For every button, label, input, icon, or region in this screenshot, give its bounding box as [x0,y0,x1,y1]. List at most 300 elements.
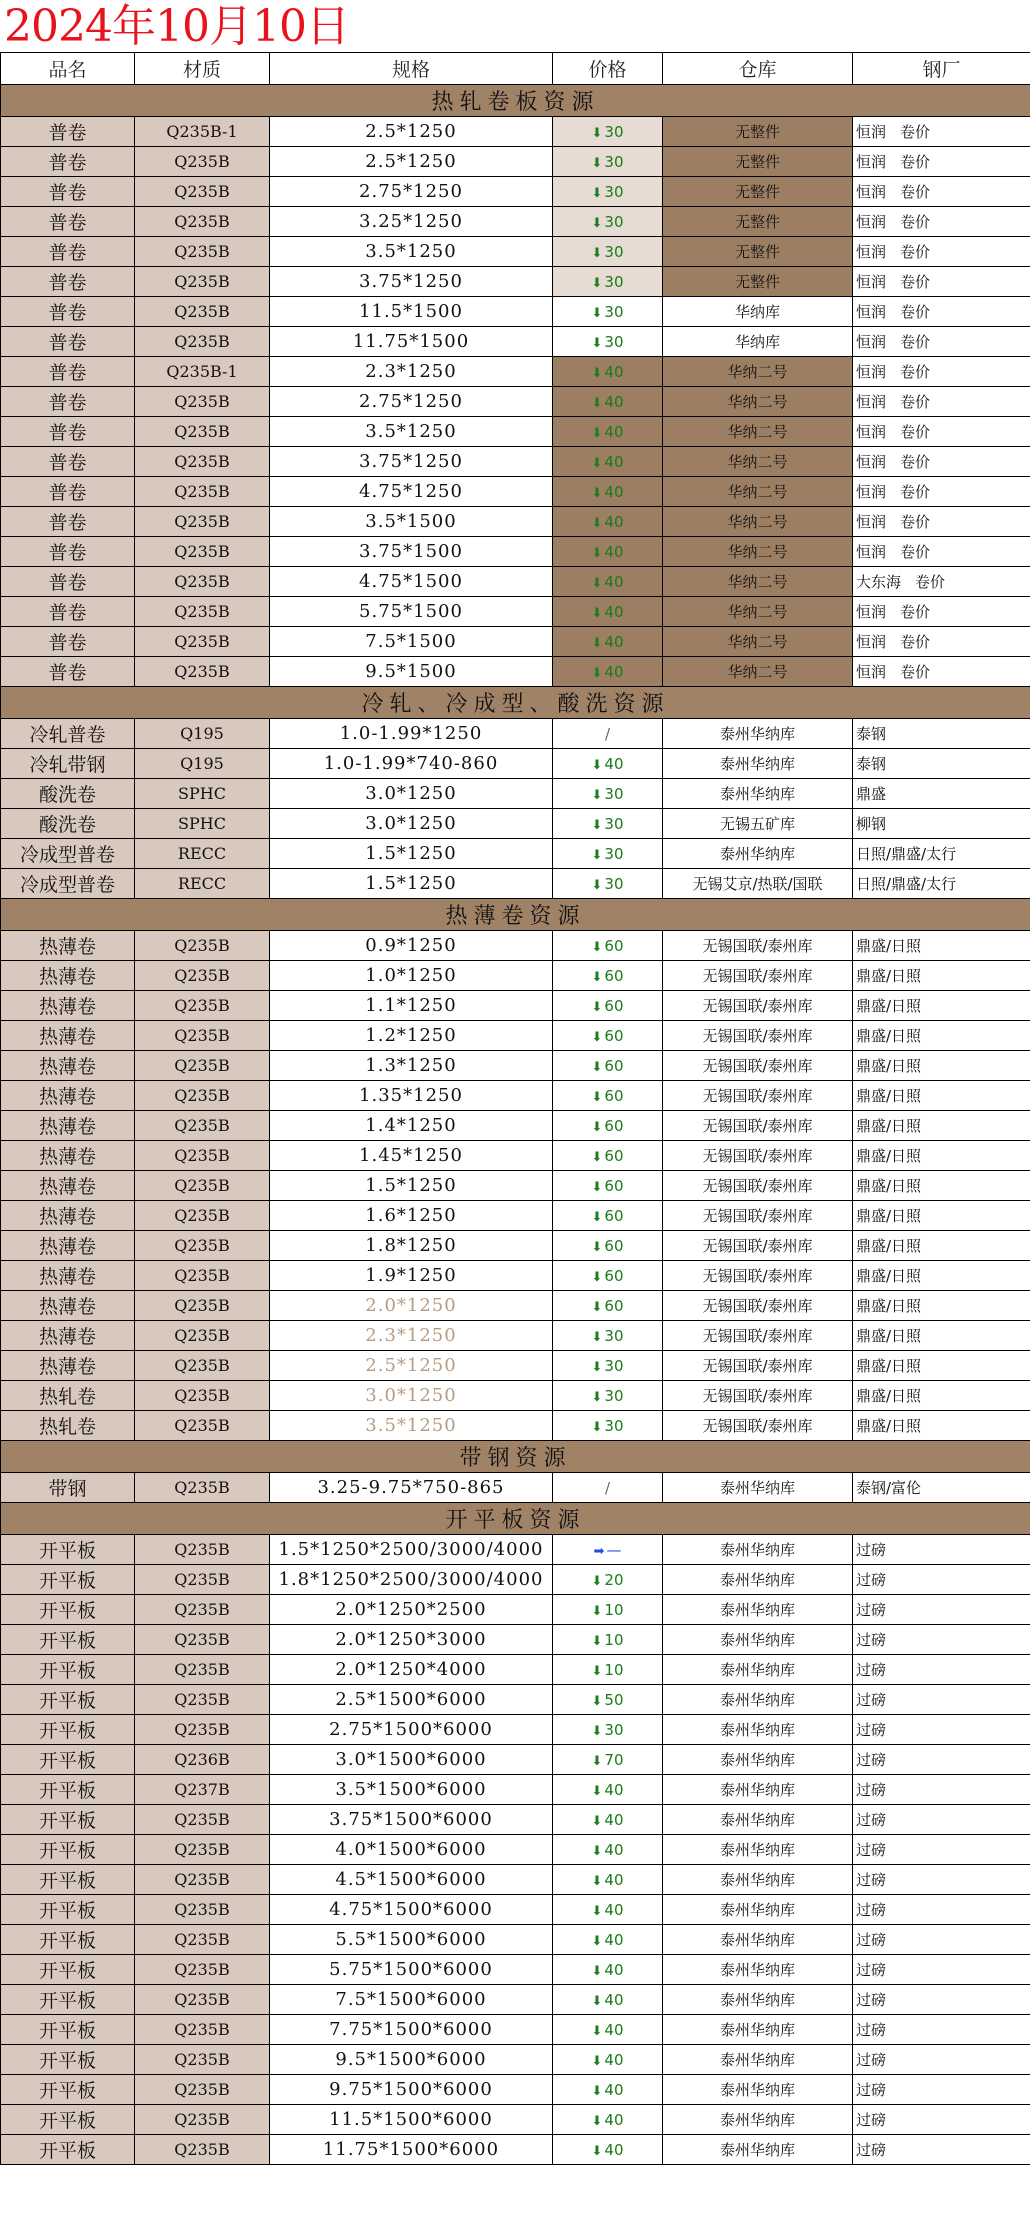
down-arrow-icon: ⬇ [591,2083,603,2099]
cell-spec: 3.0*1500*6000 [270,1745,553,1775]
cell-name: 普卷 [1,177,135,207]
down-arrow-icon: ⬇ [591,275,603,291]
price-value: 30 [604,332,624,351]
cell-warehouse: 泰州华纳库 [663,1473,853,1503]
table-row [1,809,1030,839]
cell-mill [853,1291,1030,1321]
cell-mill [853,1595,1030,1625]
cell-material: Q235B [135,1381,270,1411]
cell-material: Q235B [135,1201,270,1231]
cell-price [553,1955,663,1985]
price-value: 40 [604,1810,624,1829]
cell-price [553,627,663,657]
header-material: 材质 [135,53,270,85]
down-arrow-icon: ⬇ [591,1329,603,1345]
down-arrow-icon: ⬇ [591,2143,603,2159]
cell-mill [853,537,1030,567]
cell-price [553,1411,663,1441]
cell-name: 热薄卷 [1,1051,135,1081]
mill-name: 恒润 [856,273,887,291]
cell-name: 热薄卷 [1,1321,135,1351]
mill-note: 卷价 [900,483,931,501]
cell-name: 开平板 [1,1925,135,1955]
price-value: 30 [604,272,624,291]
price-value: 50 [604,1690,624,1709]
table-row [1,117,1030,147]
cell-price [553,1351,663,1381]
table-row [1,267,1030,297]
down-arrow-icon: ⬇ [591,939,603,955]
cell-mill [853,1715,1030,1745]
mill-name: 过磅 [856,1901,887,1919]
table-row [1,1081,1030,1111]
cell-price [553,1685,663,1715]
cell-mill [853,417,1030,447]
price-value: 30 [604,874,624,893]
cell-name: 开平板 [1,1775,135,1805]
cell-material: Q235B [135,1351,270,1381]
mill-note: 卷价 [900,363,931,381]
cell-material: Q235B [135,657,270,687]
cell-name: 开平板 [1,1595,135,1625]
cell-spec: 1.5*1250 [270,1171,553,1201]
cell-mill [853,1111,1030,1141]
cell-material: Q235B [135,2135,270,2165]
price-value: 10 [604,1600,624,1619]
down-arrow-icon: ⬇ [591,1359,603,1375]
price-value: 60 [604,1176,624,1195]
cell-spec: 2.0*1250*2500 [270,1595,553,1625]
table-row [1,2105,1030,2135]
mill-name: 过磅 [856,1571,887,1589]
cell-spec: 11.75*1500 [270,327,553,357]
table-row [1,1895,1030,1925]
cell-name: 普卷 [1,387,135,417]
down-arrow-icon: ⬇ [591,877,603,893]
cell-price [553,117,663,147]
cell-spec: 1.5*1250 [270,869,553,899]
price-value: 10 [604,1630,624,1649]
mill-note: 卷价 [900,333,931,351]
cell-spec: 3.5*1250 [270,1411,553,1441]
cell-spec: 3.75*1250 [270,267,553,297]
cell-price [553,147,663,177]
table-row [1,477,1030,507]
cell-price [553,1775,663,1805]
price-value: 30 [604,1326,624,1345]
cell-spec: 2.5*1250 [270,147,553,177]
cell-material: Q235B [135,1141,270,1171]
cell-price [553,1201,663,1231]
down-arrow-icon: ⬇ [591,1753,603,1769]
down-arrow-icon: ⬇ [591,999,603,1015]
mill-name: 鼎盛/日照 [856,1327,922,1345]
cell-warehouse: 泰州华纳库 [663,1595,853,1625]
table-row [1,719,1030,749]
cell-name: 开平板 [1,2045,135,2075]
mill-name: 鼎盛/日照 [856,1417,922,1435]
cell-warehouse: 无锡国联/泰州库 [663,1201,853,1231]
cell-spec: 4.75*1500*6000 [270,1895,553,1925]
mill-name: 恒润 [856,453,887,471]
mill-name: 过磅 [856,1601,887,1619]
cell-name: 热薄卷 [1,931,135,961]
cell-name: 热薄卷 [1,1111,135,1141]
cell-name: 热薄卷 [1,1141,135,1171]
cell-mill [853,1381,1030,1411]
cell-material: Q235B [135,267,270,297]
cell-price [553,1925,663,1955]
table-row [1,627,1030,657]
price-value: 60 [604,1026,624,1045]
cell-mill [853,1865,1030,1895]
price-value: 30 [604,1356,624,1375]
cell-mill [853,207,1030,237]
price-value: 60 [604,996,624,1015]
cell-price [553,1715,663,1745]
price-value: / [604,724,611,743]
table-row [1,1291,1030,1321]
cell-material: Q235B [135,507,270,537]
price-value: 30 [604,814,624,833]
cell-name: 普卷 [1,267,135,297]
cell-warehouse: 无锡国联/泰州库 [663,1351,853,1381]
mill-name: 过磅 [856,1811,887,1829]
mill-name: 泰钢 [856,755,887,773]
cell-material: Q235B [135,1655,270,1685]
down-arrow-icon: ⬇ [591,1903,603,1919]
price-value: 60 [604,966,624,985]
cell-name: 酸洗卷 [1,809,135,839]
cell-price [553,1111,663,1141]
cell-spec: 2.75*1500*6000 [270,1715,553,1745]
cell-mill [853,1535,1030,1565]
mill-note: 卷价 [900,513,931,531]
cell-warehouse: 泰州华纳库 [663,2045,853,2075]
table-row [1,1381,1030,1411]
price-value: / [604,1478,611,1497]
down-arrow-icon: ⬇ [591,395,603,411]
price-value: 40 [604,1840,624,1859]
cell-warehouse: 泰州华纳库 [663,779,853,809]
cell-warehouse: 泰州华纳库 [663,1955,853,1985]
table-row [1,2075,1030,2105]
cell-name: 普卷 [1,627,135,657]
cell-price [553,477,663,507]
cell-price [553,657,663,687]
cell-spec: 4.75*1500 [270,567,553,597]
mill-name: 过磅 [856,2141,887,2159]
cell-spec: 3.0*1250 [270,1381,553,1411]
cell-warehouse: 无锡国联/泰州库 [663,1321,853,1351]
table-row [1,1715,1030,1745]
price-table [0,52,1030,2165]
cell-name: 开平板 [1,2015,135,2045]
cell-price [553,2135,663,2165]
cell-material: Q235B [135,1595,270,1625]
cell-spec: 3.5*1500*6000 [270,1775,553,1805]
down-arrow-icon: ⬇ [591,2053,603,2069]
table-row [1,1835,1030,1865]
cell-name: 开平板 [1,2105,135,2135]
cell-mill [853,1051,1030,1081]
table-row [1,1141,1030,1171]
cell-name: 普卷 [1,447,135,477]
mill-note: 卷价 [900,123,931,141]
cell-price [553,2045,663,2075]
cell-mill [853,507,1030,537]
price-value: 40 [604,1990,624,2009]
cell-spec: 3.5*1250 [270,237,553,267]
cell-name: 普卷 [1,357,135,387]
cell-warehouse: 无锡国联/泰州库 [663,961,853,991]
down-arrow-icon: ⬇ [591,1419,603,1435]
down-arrow-icon: ⬇ [591,2023,603,2039]
price-value: 10 [604,1660,624,1679]
down-arrow-icon: ⬇ [591,1299,603,1315]
table-row [1,1955,1030,1985]
cell-spec: 1.1*1250 [270,991,553,1021]
cell-warehouse: 无整件 [663,207,853,237]
cell-material: Q235B [135,327,270,357]
price-value: 30 [604,1720,624,1739]
cell-spec: 3.75*1250 [270,447,553,477]
down-arrow-icon: ⬇ [591,335,603,351]
mill-note: 卷价 [900,453,931,471]
section-title: 开平板资源 [1,1503,1030,1535]
cell-warehouse: 华纳二号 [663,417,853,447]
down-arrow-icon: ⬇ [591,817,603,833]
cell-mill [853,1775,1030,1805]
cell-material: Q235B [135,447,270,477]
cell-warehouse: 无锡国联/泰州库 [663,1021,853,1051]
cell-warehouse: 华纳二号 [663,537,853,567]
table-row [1,177,1030,207]
cell-name: 冷成型普卷 [1,869,135,899]
table-row [1,2135,1030,2165]
cell-material: Q235B [135,1865,270,1895]
down-arrow-icon: ⬇ [591,155,603,171]
mill-name: 过磅 [856,2021,887,2039]
price-value: 60 [604,1266,624,1285]
cell-name: 普卷 [1,597,135,627]
mill-name: 柳钢 [856,815,887,833]
cell-price [553,1171,663,1201]
cell-material: Q235B [135,1051,270,1081]
cell-material: Q235B [135,177,270,207]
cell-mill [853,749,1030,779]
cell-material: Q235B [135,1685,270,1715]
cell-warehouse: 无锡国联/泰州库 [663,1261,853,1291]
cell-mill [853,1985,1030,2015]
cell-price [553,2075,663,2105]
cell-material: Q235B [135,567,270,597]
cell-material: Q235B [135,1535,270,1565]
mill-note: 卷价 [900,543,931,561]
down-arrow-icon: ⬇ [591,1783,603,1799]
mill-note: 卷价 [900,393,931,411]
cell-mill [853,177,1030,207]
cell-mill [853,327,1030,357]
price-value: 40 [604,512,624,531]
cell-material: Q235B [135,237,270,267]
cell-warehouse: 无整件 [663,177,853,207]
cell-spec: 9.5*1500 [270,657,553,687]
mill-name: 过磅 [856,1751,887,1769]
mill-note: 卷价 [900,633,931,651]
table-row [1,1321,1030,1351]
mill-name: 鼎盛 [856,785,887,803]
cell-mill [853,2105,1030,2135]
down-arrow-icon: ⬇ [591,1573,603,1589]
table-row [1,1261,1030,1291]
mill-name: 鼎盛/日照 [856,937,922,955]
cell-material: Q235B [135,207,270,237]
cell-mill [853,1351,1030,1381]
cell-mill [853,1411,1030,1441]
mill-name: 恒润 [856,513,887,531]
cell-warehouse: 泰州华纳库 [663,719,853,749]
cell-mill [853,1021,1030,1051]
cell-warehouse: 泰州华纳库 [663,1925,853,1955]
cell-mill [853,1201,1030,1231]
price-value: 40 [604,1780,624,1799]
cell-mill [853,1625,1030,1655]
table-row [1,537,1030,567]
price-sheet [0,52,1030,2165]
cell-warehouse: 无锡艾京/热联/国联 [663,869,853,899]
cell-warehouse: 泰州华纳库 [663,2135,853,2165]
down-arrow-icon: ⬇ [591,1633,603,1649]
cell-warehouse: 泰州华纳库 [663,839,853,869]
cell-price [553,447,663,477]
mill-name: 过磅 [856,2051,887,2069]
table-row [1,1473,1030,1503]
down-arrow-icon: ⬇ [591,605,603,621]
table-row [1,327,1030,357]
cell-name: 普卷 [1,657,135,687]
cell-material: Q235B [135,1021,270,1051]
mill-name: 恒润 [856,213,887,231]
mill-note: 卷价 [900,183,931,201]
table-row [1,1351,1030,1381]
cell-mill [853,719,1030,749]
cell-name: 普卷 [1,297,135,327]
mill-name: 恒润 [856,393,887,411]
cell-price [553,2105,663,2135]
cell-mill [853,237,1030,267]
cell-spec: 5.75*1500 [270,597,553,627]
cell-price [553,1895,663,1925]
table-row [1,1925,1030,1955]
price-value: 40 [604,482,624,501]
cell-mill [853,779,1030,809]
cell-warehouse: 无整件 [663,237,853,267]
down-arrow-icon: ⬇ [591,515,603,531]
cell-name: 开平板 [1,2135,135,2165]
down-arrow-icon: ⬇ [591,1963,603,1979]
cell-name: 热轧卷 [1,1381,135,1411]
down-arrow-icon: ⬇ [591,215,603,231]
mill-name: 恒润 [856,123,887,141]
cell-material: Q235B [135,1925,270,1955]
cell-price [553,327,663,357]
cell-spec: 1.45*1250 [270,1141,553,1171]
cell-warehouse: 无锡国联/泰州库 [663,1111,853,1141]
down-arrow-icon: ⬇ [591,1993,603,2009]
mill-name: 日照/鼎盛/太行 [856,845,957,863]
price-value: 40 [604,572,624,591]
price-value: 40 [604,602,624,621]
cell-name: 普卷 [1,237,135,267]
cell-price [553,417,663,447]
table-row [1,207,1030,237]
table-row [1,447,1030,477]
header-spec: 规格 [270,53,553,85]
mill-note: 卷价 [900,663,931,681]
cell-name: 开平板 [1,1625,135,1655]
down-arrow-icon: ⬇ [591,455,603,471]
cell-mill [853,961,1030,991]
table-row [1,357,1030,387]
cell-material: Q235B [135,1473,270,1503]
cell-warehouse: 无锡国联/泰州库 [663,1081,853,1111]
table-row [1,991,1030,1021]
cell-spec: 3.5*1250 [270,417,553,447]
cell-spec: 1.8*1250 [270,1231,553,1261]
mill-name: 过磅 [856,1721,887,1739]
cell-mill [853,1565,1030,1595]
cell-material: Q235B [135,961,270,991]
cell-spec: 2.0*1250 [270,1291,553,1321]
cell-mill [853,809,1030,839]
cell-spec: 1.35*1250 [270,1081,553,1111]
cell-warehouse: 无锡国联/泰州库 [663,1291,853,1321]
cell-warehouse: 泰州华纳库 [663,1625,853,1655]
mill-name: 恒润 [856,333,887,351]
down-arrow-icon: ⬇ [591,305,603,321]
mill-name: 泰钢/富伦 [856,1479,922,1497]
table-row [1,1171,1030,1201]
table-row [1,297,1030,327]
header-row [1,53,1030,85]
mill-name: 恒润 [856,603,887,621]
price-value: 40 [604,2140,624,2159]
section-header [1,899,1030,931]
table-row [1,237,1030,267]
mill-name: 鼎盛/日照 [856,1207,922,1225]
mill-name: 恒润 [856,423,887,441]
mill-name: 恒润 [856,483,887,501]
price-value: 40 [604,2050,624,2069]
down-arrow-icon: ⬇ [591,847,603,863]
price-value: 40 [604,452,624,471]
mill-name: 鼎盛/日照 [856,1267,922,1285]
cell-warehouse: 华纳二号 [663,357,853,387]
mill-name: 恒润 [856,633,887,651]
cell-warehouse: 华纳库 [663,297,853,327]
mill-name: 鼎盛/日照 [856,997,922,1015]
cell-spec: 2.75*1250 [270,387,553,417]
cell-warehouse: 无整件 [663,267,853,297]
table-row [1,417,1030,447]
cell-warehouse: 泰州华纳库 [663,1715,853,1745]
cell-price [553,1473,663,1503]
mill-name: 恒润 [856,363,887,381]
cell-mill [853,2075,1030,2105]
cell-warehouse: 无锡五矿库 [663,809,853,839]
cell-mill [853,1745,1030,1775]
